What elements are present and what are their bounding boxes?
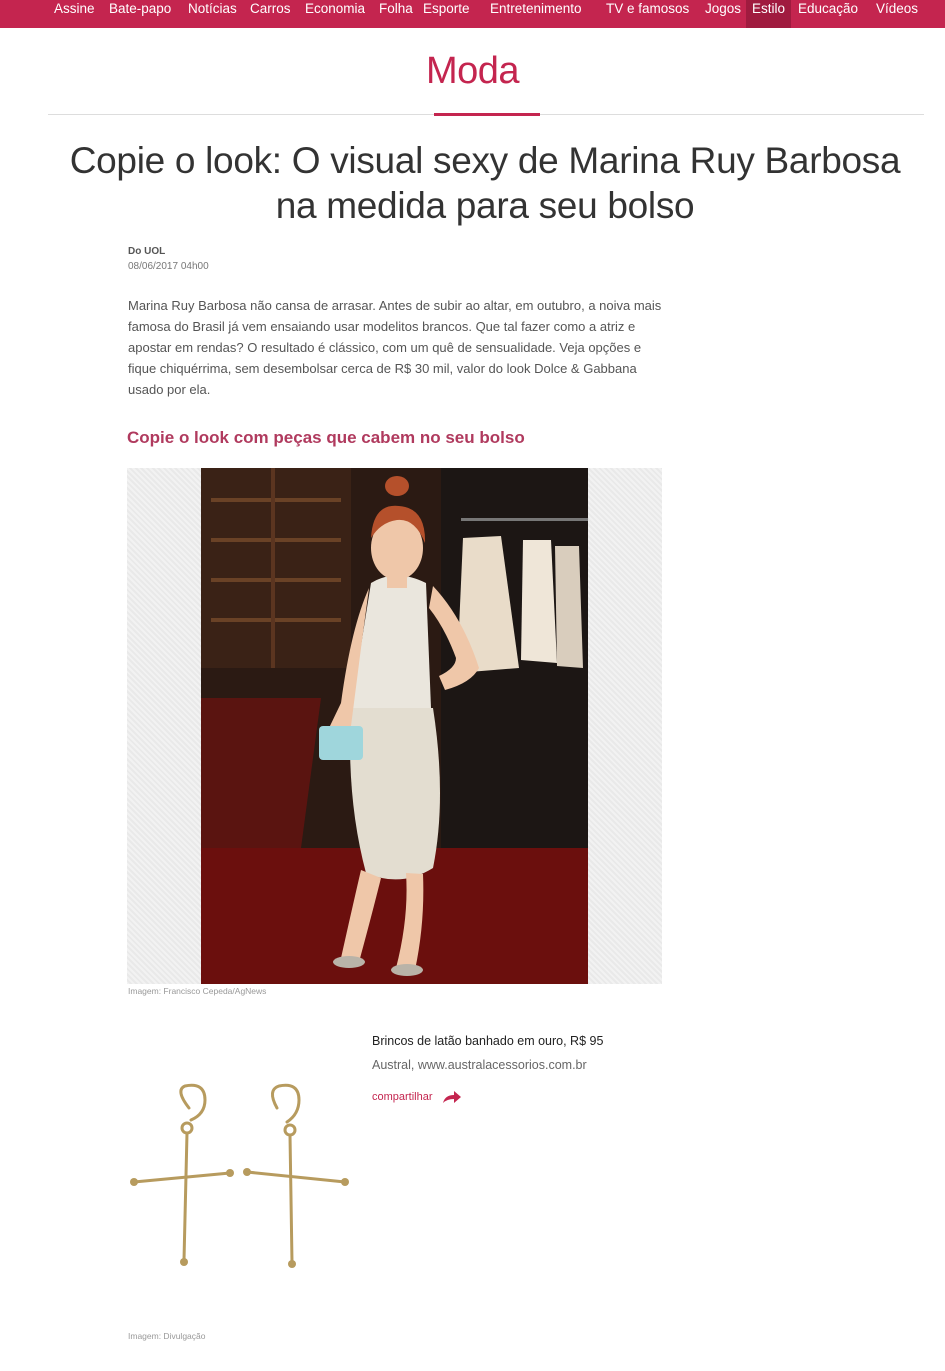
product-brand[interactable]: Austral, www.australacessorios.com.br bbox=[372, 1058, 587, 1072]
nav-item-tv-e-famosos[interactable]: TV e famosos bbox=[606, 1, 690, 16]
photo-credit: Imagem: Francisco Cepeda/AgNews bbox=[128, 986, 267, 996]
article-headline bbox=[40, 138, 930, 228]
nav-item-esporte[interactable]: Esporte bbox=[423, 1, 470, 16]
headline-line-1: Copie o look: O visual sexy de Marina Ruy Barbosa bbox=[69, 140, 901, 181]
share-label: compartilhar bbox=[372, 1091, 433, 1103]
nav-item-economia[interactable]: Economia bbox=[305, 1, 366, 16]
section-title-underline bbox=[434, 113, 540, 116]
nav-item-noticias[interactable]: Notícias bbox=[188, 1, 237, 16]
article-date: 08/06/2017 04h00 bbox=[128, 261, 209, 272]
headline-line-2: na medida para seu bolso bbox=[275, 185, 695, 226]
nav-item-jogos[interactable]: Jogos bbox=[705, 1, 742, 16]
earrings-product-image[interactable] bbox=[127, 1030, 357, 1330]
article-intro: Marina Ruy Barbosa não cansa de arrasar. Antes de subir ao altar, em outubro, a noiva mais famosa do Brasil já vem ensaiando usar modelitos brancos. Que tal fazer como a atriz e apostar em rendas? O resultado é clássico, com um quê de sensualidade. Veja opções e fique chiquérrima, sem desembolsar cerca de R$ 30 mil, valor do look Dolce & Gabbana usado por ela. bbox=[128, 298, 662, 397]
nav-item-educacao[interactable]: Educação bbox=[798, 1, 859, 16]
article-byline: Do UOL bbox=[128, 246, 166, 257]
nav-item-folha[interactable]: Folha bbox=[379, 1, 413, 16]
nav-item-estilo[interactable]: Estilo bbox=[746, 0, 791, 28]
product-image-credit: Imagem: Divulgação bbox=[128, 1331, 206, 1341]
top-navigation bbox=[0, 0, 945, 28]
photo-frame bbox=[127, 468, 662, 984]
product-name: Brincos de latão banhado em ouro, R$ 95 bbox=[372, 1034, 604, 1048]
article-photo[interactable] bbox=[201, 468, 588, 984]
nav-item-videos[interactable]: Vídeos bbox=[876, 1, 919, 16]
share-arrow-icon bbox=[441, 1089, 463, 1105]
nav-item-assine[interactable]: Assine bbox=[54, 1, 95, 16]
nav-item-entretenimento[interactable]: Entretenimento bbox=[490, 1, 582, 16]
nav-item-bate-papo[interactable]: Bate-papo bbox=[109, 1, 172, 16]
section-title[interactable]: Moda bbox=[425, 50, 520, 92]
share-button[interactable] bbox=[372, 1088, 463, 1106]
nav-item-carros[interactable]: Carros bbox=[250, 1, 291, 16]
article-subheading: Copie o look com peças que cabem no seu bolso bbox=[127, 428, 525, 447]
